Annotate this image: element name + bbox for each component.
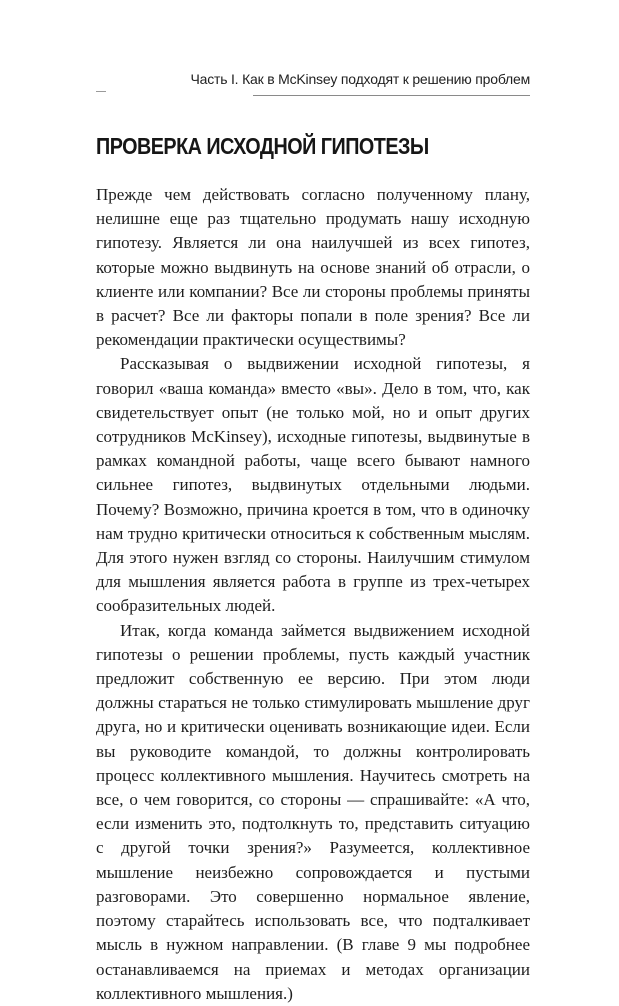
corner-mark: [96, 91, 106, 92]
section-title: ПРОВЕРКА ИСХОДНОЙ ГИПОТЕЗЫ: [96, 133, 429, 159]
paragraph: Рассказывая о выдвижении исходной гипотезы, я говорил «ваша команда» вместо «вы». Дело в том, что, как свидетельствует опыт (не только мой, но и опыт других сотрудников McKinsey), исходные гипотезы, выдвинутые в рамках командной работы, чаще всего бывают намного сильнее гипотез, выдвинутых отдельными людьми. Почему? Возможно, причина кроется в том, что в одиночку нам трудно критически относиться к собственным мыслям. Для этого нужен взгляд со стороны. Наилучшим стимулом для мышления является работа в группе из трех-четырех сообразительных людей.: [96, 354, 530, 616]
running-head: Часть I. Как в McKinsey подходят к решению проблем: [190, 71, 530, 87]
body-text: [96, 183, 530, 1006]
header-rule: [253, 95, 530, 96]
paragraph: Прежде чем действовать согласно полученному плану, нелишне еще раз тщательно продумать нашу исходную гипотезу. Является ли она наилучшей из всех гипотез, которые можно выдвинуть на основе знаний об отрасли, о клиенте или компании? Все ли стороны проблемы приняты в расчет? Все ли факторы попали в поле зрения? Все ли рекомендации практически осуществимы?: [96, 185, 530, 350]
paragraph: Итак, когда команда займется выдвижением исходной гипотезы о решении проблемы, пусть каждый участник предложит собственную ее версию. При этом люди должны стараться не только стимулировать мышление друг друга, но и критически оценивать возникающие идеи. Если вы руководите командой, то должны контролировать процесс коллективного мышления. Научитесь смотреть на все, о чем говорится, со стороны — спрашивайте: «А что, если изменить это, подтолкнуть то, представить ситуацию с другой точки зрения?» Разумеется, коллективное мышление неизбежно сопровождается и пустыми разговорами. Это совершенно нормальное явление, поэтому старайтесь использовать все, что подталкивает мысль в нужном направлении. (В главе 9 мы подробнее останавливаемся на приемах и методах организации коллективного мышления.): [96, 620, 530, 1003]
